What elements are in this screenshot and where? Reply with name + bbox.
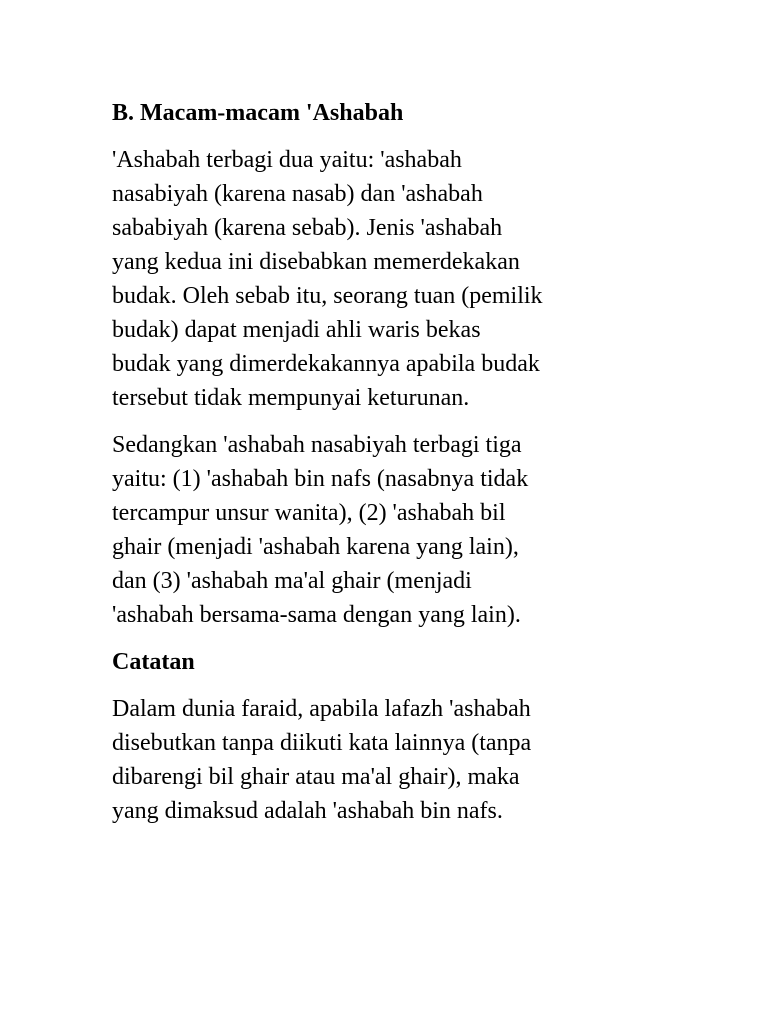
section-title: B. Macam-macam 'Ashabah bbox=[112, 100, 404, 126]
text-line: budak. Oleh sebab itu, seorang tuan (pemilik bbox=[112, 283, 543, 309]
text-line: yaitu: (1) 'ashabah bin nafs (nasabnya tidak bbox=[112, 466, 529, 492]
text-line: Dalam dunia faraid, apabila lafazh 'ashabah bbox=[112, 696, 531, 722]
text-line: tersebut tidak mempunyai keturunan. bbox=[112, 385, 470, 411]
text-line: budak yang dimerdekakannya apabila budak bbox=[112, 351, 540, 377]
paragraph-note bbox=[112, 692, 660, 828]
text-line: nasabiyah (karena nasab) dan 'ashabah bbox=[112, 181, 483, 207]
document-page bbox=[112, 96, 660, 841]
text-line: 'ashabah bersama-sama dengan yang lain). bbox=[112, 602, 521, 628]
text-line: dan (3) 'ashabah ma'al ghair (menjadi bbox=[112, 568, 472, 594]
text-line: 'Ashabah terbagi dua yaitu: 'ashabah bbox=[112, 147, 462, 173]
note-title: Catatan bbox=[112, 649, 195, 675]
text-line: disebutkan tanpa diikuti kata lainnya (tanpa bbox=[112, 730, 532, 756]
paragraph-nasabiyah-types bbox=[112, 428, 660, 632]
text-line: yang kedua ini disebabkan memerdekakan bbox=[112, 249, 520, 275]
text-line: Sedangkan 'ashabah nasabiyah terbagi tiga bbox=[112, 432, 522, 458]
text-line: yang dimaksud adalah 'ashabah bin nafs. bbox=[112, 798, 503, 824]
text-line: sababiyah (karena sebab). Jenis 'ashabah bbox=[112, 215, 503, 241]
text-line: budak) dapat menjadi ahli waris bekas bbox=[112, 317, 481, 343]
text-line: dibarengi bil ghair atau ma'al ghair), maka bbox=[112, 764, 520, 790]
text-line: tercampur unsur wanita), (2) 'ashabah bil bbox=[112, 500, 506, 526]
paragraph-ashabah-types bbox=[112, 143, 660, 415]
text-line: ghair (menjadi 'ashabah karena yang lain), bbox=[112, 534, 519, 560]
